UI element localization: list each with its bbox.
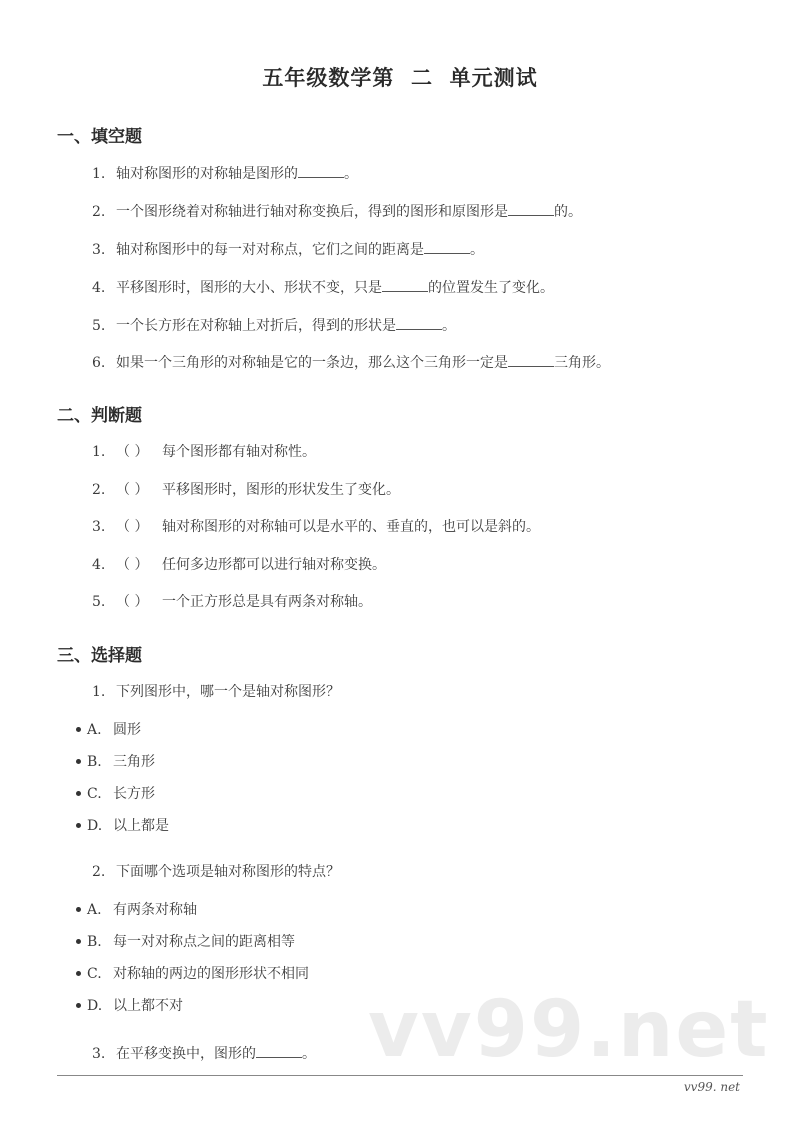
question-text: 如果一个三角形的对称轴是它的一条边，那么这个三角形一定是 [116,355,508,371]
true-false-question-1 [92,442,316,462]
choice-option-d[interactable] [76,996,183,1016]
option-letter: C. [87,966,102,982]
choice-question-1 [92,682,340,702]
question-number: 2. [92,482,106,498]
question-text: 在平移变换中，图形的 [116,1046,256,1062]
bullet-icon [76,907,81,912]
answer-blank[interactable] [508,201,554,216]
question-number: 3. [92,1046,106,1062]
fill-blank-question-5 [92,315,456,336]
choice-option-c[interactable] [76,784,155,804]
true-false-question-2 [92,480,400,500]
question-text: 任何多边形都可以进行轴对称变换。 [162,557,386,573]
bullet-icon [76,1003,81,1008]
section-heading-true-false: 二、判断题 [57,406,142,426]
option-text: 以上都不对 [113,998,183,1014]
watermark-text: vv99.net [368,985,770,1075]
question-text: 轴对称图形的对称轴可以是水平的、垂直的，也可以是斜的。 [162,519,540,535]
answer-blank[interactable] [256,1043,302,1058]
question-text: 下列图形中，哪一个是轴对称图形？ [116,684,340,700]
bullet-icon [76,727,81,732]
question-number: 3. [92,519,106,535]
section-heading-multiple-choice: 三、选择题 [57,646,142,666]
option-text: 每一对对称点之间的距离相等 [113,934,295,950]
answer-parentheses[interactable]: （ ） [116,444,149,460]
true-false-question-3 [92,517,540,537]
question-number: 2. [92,864,106,880]
choice-option-b[interactable] [76,752,155,772]
answer-parentheses[interactable]: （ ） [116,519,149,535]
question-text: 一个长方形在对称轴上对折后，得到的形状是 [116,318,396,334]
bullet-icon [76,939,81,944]
bullet-icon [76,971,81,976]
option-letter: A. [87,722,102,738]
answer-blank[interactable] [424,239,470,254]
bullet-icon [76,759,81,764]
question-text: 每个图形都有轴对称性。 [162,444,316,460]
answer-parentheses[interactable]: （ ） [116,482,149,498]
option-text: 圆形 [113,722,141,738]
answer-blank[interactable] [382,277,428,292]
question-text-end: 。 [442,318,456,334]
answer-parentheses[interactable]: （ ） [116,557,149,573]
choice-option-c[interactable] [76,964,309,984]
question-number: 6. [92,355,106,371]
option-text: 长方形 [113,786,155,802]
fill-blank-question-4 [92,277,554,298]
footer-site-label: vv99. net [683,1080,740,1094]
question-number: 5. [92,318,106,334]
question-text: 平移图形时，图形的大小、形状不变，只是 [116,280,382,296]
page-title: 五年级数学第 二 单元测试 [262,66,538,90]
option-letter: B. [87,934,102,950]
question-text-end: 的位置发生了变化。 [428,280,554,296]
question-number: 4. [92,557,106,573]
question-text: 轴对称图形的对称轴是图形的 [116,166,298,182]
question-number: 1. [92,166,106,182]
fill-blank-question-1 [92,163,358,184]
option-text: 有两条对称轴 [113,902,197,918]
fill-blank-question-6 [92,352,610,373]
true-false-question-5 [92,592,372,612]
answer-parentheses[interactable]: （ ） [116,594,149,610]
choice-question-3 [92,1043,316,1064]
true-false-question-4 [92,555,386,575]
choice-option-d[interactable] [76,816,169,836]
question-text: 平移图形时，图形的形状发生了变化。 [162,482,400,498]
choice-option-b[interactable] [76,932,295,952]
choice-option-a[interactable] [76,720,141,740]
choice-option-a[interactable] [76,900,197,920]
question-number: 3. [92,242,106,258]
option-letter: B. [87,754,102,770]
option-letter: C. [87,786,102,802]
option-text: 三角形 [113,754,155,770]
question-text: 下面哪个选项是轴对称图形的特点？ [116,864,340,880]
question-number: 1. [92,684,106,700]
answer-blank[interactable] [396,315,442,330]
bullet-icon [76,791,81,796]
option-letter: D. [87,818,103,834]
question-text-end: 。 [470,242,484,258]
option-text: 对称轴的两边的图形形状不相同 [113,966,309,982]
question-number: 5. [92,594,106,610]
question-number: 2. [92,204,106,220]
answer-blank[interactable] [508,352,554,367]
option-letter: D. [87,998,103,1014]
footer-divider [57,1075,743,1076]
question-text-end: 。 [344,166,358,182]
answer-blank[interactable] [298,163,344,178]
question-text-end: 三角形。 [554,355,610,371]
choice-question-2 [92,862,340,882]
bullet-icon [76,823,81,828]
question-number: 1. [92,444,106,460]
section-heading-fill-blank: 一、填空题 [57,127,142,147]
fill-blank-question-2 [92,201,582,222]
question-text: 一个图形绕着对称轴进行轴对称变换后，得到的图形和原图形是 [116,204,508,220]
option-letter: A. [87,902,102,918]
question-number: 4. [92,280,106,296]
question-text-end: 的。 [554,204,582,220]
fill-blank-question-3 [92,239,484,260]
option-text: 以上都是 [113,818,169,834]
question-text-end: 。 [302,1046,316,1062]
question-text: 轴对称图形中的每一对对称点，它们之间的距离是 [116,242,424,258]
question-text: 一个正方形总是具有两条对称轴。 [162,594,372,610]
